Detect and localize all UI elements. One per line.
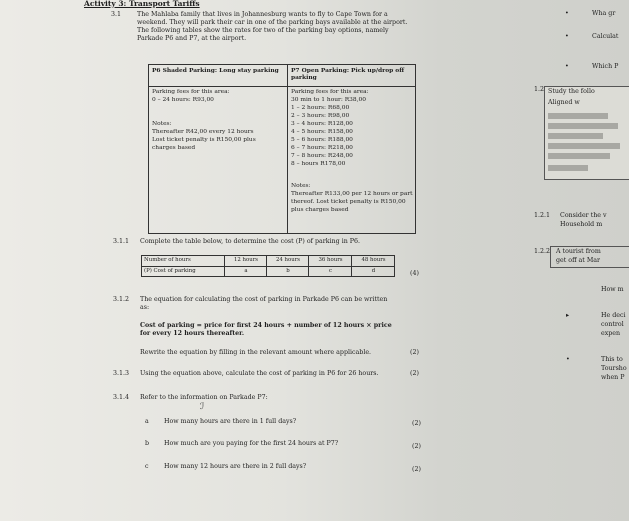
right-qnum: 1.2 <box>534 86 545 93</box>
item-letter: c <box>145 463 149 470</box>
right-qnum: 1.2.2 <box>534 248 551 255</box>
cost-table-cell: b <box>266 267 309 277</box>
right-bullet: ▸ <box>566 312 570 319</box>
cost-table <box>141 255 395 277</box>
p7-line: Parking fees for this area: <box>291 89 369 95</box>
cost-table-header: 36 hours <box>308 256 352 266</box>
page-title: Activity 3: Transport Tariffs <box>84 0 200 8</box>
right-line: when P <box>601 374 625 381</box>
p6-line: Thereafter R42,00 every 12 hours <box>152 129 254 135</box>
p6-line: Parking fees for this area: <box>152 89 230 95</box>
formula-line-1: Cost of parking = price for first 24 hours + number of 12 hours × price <box>140 322 392 329</box>
mark: (4) <box>410 270 419 277</box>
cost-table-header: 48 hours <box>351 256 395 266</box>
right-line: Consider the v <box>560 212 607 219</box>
cost-table-cell: (P) Cost of parking <box>144 268 196 274</box>
p7-line: Thereafter R133,00 per 12 hours or part <box>291 191 413 197</box>
item-text: How many 12 hours are there in 2 full days? <box>164 463 307 470</box>
p7-line: 6 – 7 hours: R218,00 <box>291 145 353 151</box>
question-3-1-2-text2: as: <box>140 304 150 311</box>
right-line: get off at Mar <box>556 257 601 264</box>
question-number-3-1: 3.1 <box>111 11 122 18</box>
intro-line-2: weekend. They will park their car in one of the parking bays available at the airport. <box>137 19 408 26</box>
p7-line: 1 – 2 hours: R68,00 <box>291 105 350 111</box>
question-number-3-1-2: 3.1.2 <box>113 296 130 303</box>
right-line: Toursho <box>601 365 627 372</box>
p7-line: 7 – 8 hours: R248,00 <box>291 153 353 159</box>
p6-line: Lost ticket penalty is R150,00 plus <box>152 137 256 143</box>
item-text: How much are you paying for the first 24 hours at P7? <box>164 440 339 447</box>
mark: (2) <box>410 349 419 356</box>
right-bullet: • <box>565 63 569 70</box>
formula-line-2: for every 12 hours thereafter. <box>140 330 245 337</box>
p7-line: 4 – 5 hours: R158,00 <box>291 129 353 135</box>
right-line: A tourist from <box>556 248 601 255</box>
mark: (2) <box>410 370 419 377</box>
question-3-1-2-text1: The equation for calculating the cost of parking in Parkade P6 can be written <box>140 296 388 303</box>
right-bullet: • <box>566 356 570 363</box>
right-line: Wha gr <box>592 10 616 17</box>
parking-rates-table <box>148 64 416 234</box>
p7-line: 30 min to 1 hour: R38,00 <box>291 97 367 103</box>
right-line: How m <box>601 286 624 293</box>
right-line: control <box>601 321 624 328</box>
cost-table-header: 24 hours <box>266 256 309 266</box>
right-line: Study the follo <box>548 88 595 95</box>
right-bullet: • <box>565 10 569 17</box>
p6-line: charges based <box>152 145 196 151</box>
right-line: Which P <box>592 63 619 70</box>
p7-line: 5 – 6 hours: R188,00 <box>291 137 353 143</box>
intro-line-1: The Mahlaba family that lives in Johannesburg wants to fly to Cape Town for a <box>137 11 388 18</box>
right-bullet: • <box>565 33 569 40</box>
question-number-3-1-3: 3.1.3 <box>113 370 130 377</box>
cost-table-cell: d <box>351 267 395 277</box>
question-3-1-1-text: Complete the table below, to determine the cost (P) of parking in P6. <box>140 238 361 245</box>
right-line: This to <box>601 356 623 363</box>
cost-table-cell: c <box>308 267 352 277</box>
p6-line: Notes: <box>152 121 172 127</box>
right-line: Aligned w <box>548 99 580 106</box>
mark: (2) <box>412 443 421 450</box>
question-number-3-1-1: 3.1.1 <box>113 238 130 245</box>
question-3-1-4-text: Refer to the information on Parkade P7: <box>140 394 268 401</box>
p6-line: 0 – 24 hours: R93,00 <box>152 97 214 103</box>
cost-table-header: Number of hours <box>144 257 191 263</box>
question-3-1-3-text: Using the equation above, calculate the cost of parking in P6 for 26 hours. <box>140 370 379 377</box>
right-line: expen <box>601 330 621 337</box>
p7-header: P7 Open Parking: Pick up/drop off parking <box>291 67 405 81</box>
p7-line: Notes: <box>291 183 311 189</box>
next-page-figure <box>544 86 629 180</box>
intro-line-3: The following tables show the rates for two of the parking bay options, namely <box>137 27 389 34</box>
p7-line: plus charges based <box>291 207 349 213</box>
mark: (2) <box>412 466 421 473</box>
right-qnum: 1.2.1 <box>534 212 551 219</box>
mark: (2) <box>412 420 421 427</box>
right-line: Calculat <box>592 33 619 40</box>
item-letter: b <box>145 440 150 447</box>
p7-line: 8 – hours R178,00 <box>291 161 346 167</box>
right-line: He deci <box>601 312 626 319</box>
cost-table-cell: a <box>224 267 267 277</box>
question-3-1-2-text3: Rewrite the equation by filling in the relevant amount where applicable. <box>140 349 372 356</box>
right-line: Household m <box>560 221 603 228</box>
intro-line-4: Parkade P6 and P7, at the airport. <box>137 35 247 42</box>
handwritten-mark: ℐ <box>200 402 205 412</box>
item-letter: a <box>145 418 149 425</box>
p7-line: thereof. Lost ticket penalty is R150,00 <box>291 199 406 205</box>
item-text: How many hours are there in 1 full days? <box>164 418 297 425</box>
p7-line: 3 – 4 hours: R128,00 <box>291 121 353 127</box>
question-number-3-1-4: 3.1.4 <box>113 394 130 401</box>
p7-line: 2 – 3 hours: R98,00 <box>291 113 350 119</box>
cost-table-header: 12 hours <box>224 256 267 266</box>
p6-header: P6 Shaded Parking: Long stay parking <box>152 67 279 74</box>
